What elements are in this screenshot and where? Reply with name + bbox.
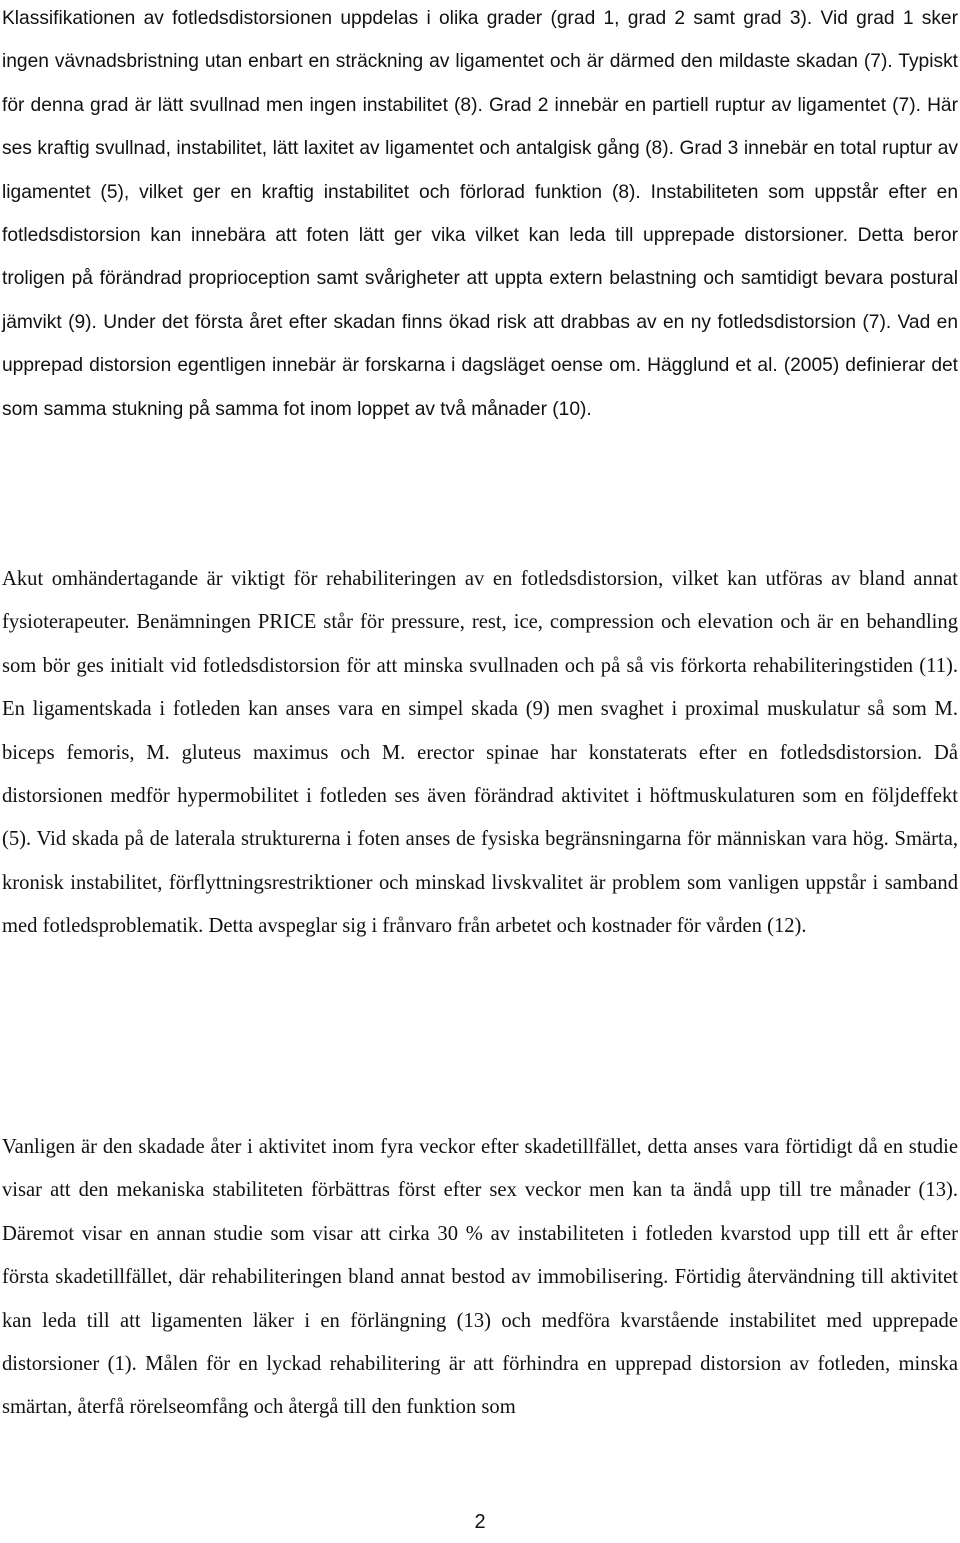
paragraph-acute-treatment: Akut omhändertagande är viktigt för rehabiliteringen av en fotledsdistorsion, vilket kan utföras av bland annat fysioterapeuter. Benämningen PRICE står för pressure, rest, ice, compression och elevation och är en behandling som bör ges initialt vid fotledsdistorsion för att minska svullnaden och på så vis förkorta rehabiliteringstiden (11). En ligamentskada i fotleden kan anses vara en simpel skada (9) men svaghet i proximal muskulatur så som M. biceps femoris, M. gluteus maximus och M. erector spinae har konstaterats efter en fotledsdistorsion. Då distorsionen medför hypermobilitet i fotleden ses även förändrad aktivitet i höftmuskulaturen som en följdeffekt (5). Vid skada på de laterala strukturerna i foten anses de fysiska begränsningarna för människan vara hög. Smärta, kronisk instabilitet, förflyttningsrestriktioner och minskad livskvalitet är problem som vanligen uppstår i samband med fotledsproblematik. Detta avspeglar sig i frånvaro från arbetet och kostnader för vården (12). (2, 568, 958, 938)
page-number: 2 (474, 1511, 486, 1533)
paragraph-return-to-activity: Vanligen är den skadade åter i aktivitet inom fyra veckor efter skadetillfället, detta anses vara förtidigt då en studie visar att den mekaniska stabiliteten förbättras först efter sex veckor men kan ta ändå upp till tre månader (13). Däremot visar en annan studie som visar att cirka 30 % av instabiliteten i fotleden kvarstod upp till ett år efter första skadetillfället, där rehabiliteringen bland annat bestod av immobilisering. Förtidig återvändning till aktivitet kan leda till att ligamenten läker i en förlängning (13) och medföra kvarstående instabilitet med upprepade distorsioner (1). Målen för en lyckad rehabilitering är att förhindra en upprepad distorsion av fotleden, minska smärtan, återfå rörelseomfång och återgå till den funktion som (2, 1136, 958, 1419)
paragraph-ankle-sprain-grades: Klassifikationen av fotledsdistorsionen uppdelas i olika grader (grad 1, grad 2 samt grad 3). Vid grad 1 sker ingen vävnadsbristning utan enbart en sträckning av ligamentet och är därmed den mildaste skadan (7). Typiskt för denna grad är lätt svullnad men ingen instabilitet (8). Grad 2 innebär en partiell ruptur av ligamentet (7). Här ses kraftig svullnad, instabilitet, lätt laxitet av ligamentet och antalgisk gång (8). Grad 3 innebär en total ruptur av ligamentet (5), vilket ger en kraftig instabilitet och förlorad funktion (8). Instabiliteten som uppstår efter en fotledsdistorsion kan innebära att foten lätt ger vika vilket kan leda till upprepade distorsioner. Detta beror troligen på förändrad proprioception samt svårigheter att uppta extern belastning och samtidigt bevara postural jämvikt (9). Under det första året efter skadan finns ökad risk att drabbas av en ny fotledsdistorsion (7). Vad en upprepad distorsion egentligen innebär är forskarna i dagsläget oense om. Hägglund et al. (2005) definierar det som samma stukning på samma fot inom loppet av två månader (10). (2, 8, 958, 420)
